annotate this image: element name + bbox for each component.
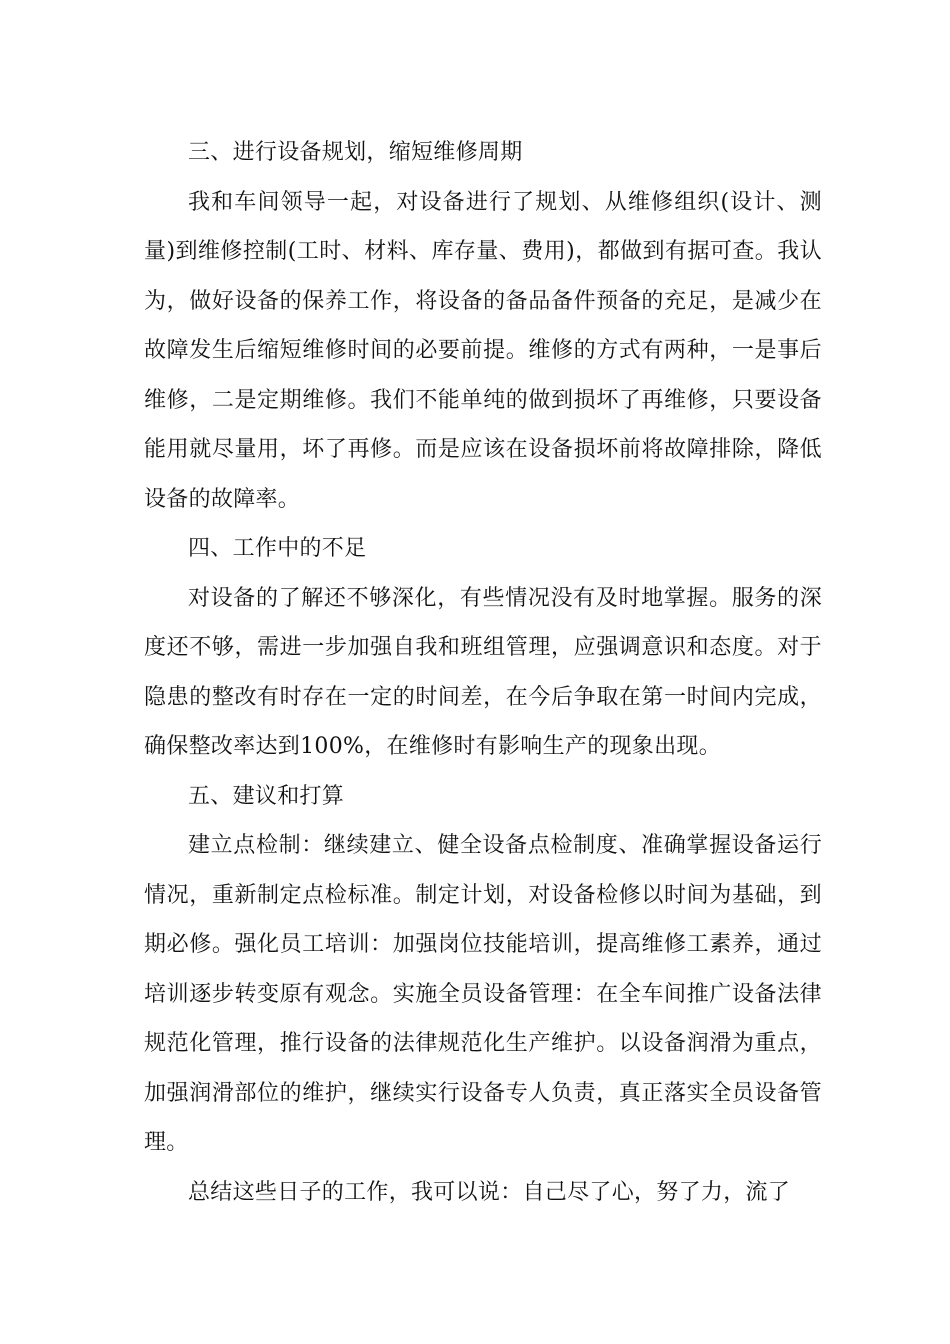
section-heading-suggestions: 五、建议和打算 — [188, 783, 345, 809]
paragraph-shortcomings: 对设备的了解还不够深化，有些情况没有及时地掌握。服务的深度还不够，需进一步加强自我和班组管理，应强调意识和态度。对于隐患的整改有时存在一定的时间差，在今后争取在第一时间内完成，确保整改率达到100%，在维修时有影响生产的现象出现。 — [144, 585, 822, 759]
paragraph-suggestions: 建立点检制：继续建立、健全设备点检制度、准确掌握设备运行情况，重新制定点检标准。制定计划，对设备检修以时间为基础，到期必修。强化员工培训：加强岗位技能培训，提高维修工素养，通过培训逐步转变原有观念。实施全员设备管理：在全车间推广设备法律规范化管理，推行设备的法律规范化生产维护。以设备润滑为重点，加强润滑部位的维护，继续实行设备专人负责，真正落实全员设备管理。 — [144, 833, 822, 1155]
document-body — [144, 128, 822, 1217]
section-heading-shortcomings: 四、工作中的不足 — [188, 536, 367, 561]
paragraph-summary: 总结这些日子的工作，我可以说：自己尽了心，努了力，流了 — [188, 1179, 791, 1205]
paragraph-planning: 我和车间领导一起，对设备进行了规划、从维修组织(设计、测量)到维修控制(工时、材料、库存量、费用)，都做到有据可查。我认为，做好设备的保养工作，将设备的备品备件预备的充足，是减少在故障发生后缩短维修时间的必要前提。维修的方式有两种，一是事后维修，二是定期维修。我们不能单纯的做到损坏了再维修，只要设备能用就尽量用，坏了再修。而是应该在设备损坏前将故障排除，降低设备的故障率。 — [144, 189, 822, 512]
section-heading-planning: 三、进行设备规划，缩短维修周期 — [188, 140, 523, 165]
